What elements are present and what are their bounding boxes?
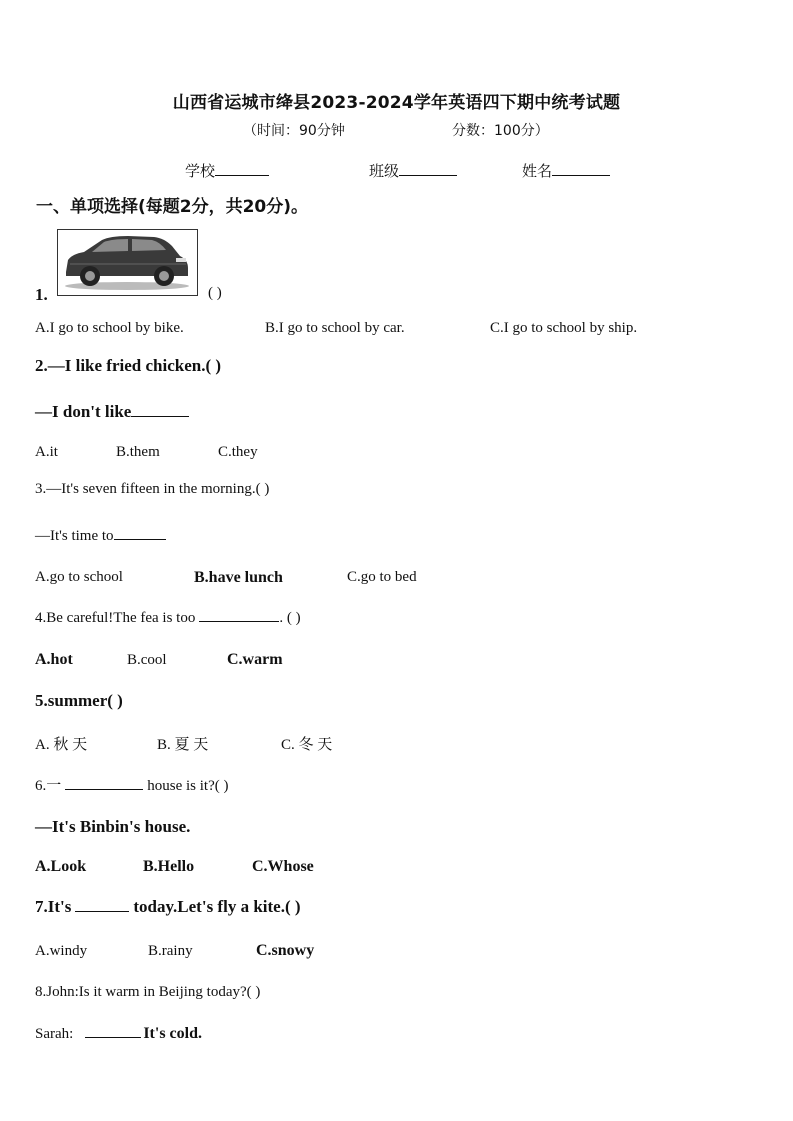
section-title: 一、单项选择(每题2分，共20分)。 [36,197,309,217]
q2-blank [131,415,189,417]
q3-reply [35,528,166,545]
q1-option-a: A.I go to school by bike. [35,320,184,336]
q6-reply: —It's Binbin's house. [35,817,191,836]
q6-stem-a: 6.一 [35,778,62,794]
class-field [369,160,457,181]
class-label: 班级 [369,162,400,180]
q3-option-c: C.go to bed [347,569,417,585]
q4-option-a: A.hot [35,651,73,668]
q5-option-c: C. 冬 天 [281,737,333,753]
school-label: 学校 [185,162,216,180]
q7-stem [35,897,301,917]
name-blank [552,174,610,176]
page-title: 山西省运城市绛县2023-2024学年英语四下期中统考试题 [172,93,621,113]
q7-option-c: C.snowy [256,942,315,959]
q6-option-c: C.Whose [252,858,314,875]
car-icon [57,229,198,296]
q6-option-b: B.Hello [143,858,195,875]
school-field [185,160,269,181]
q7-stem-a: 7.It's [35,897,72,916]
q4-option-c: C.warm [227,651,283,668]
q8-reply-speaker: Sarah: [35,1026,74,1042]
q5-stem: 5.summer( ) [35,691,123,710]
q7-stem-b: today.Let's fly a kite.( ) [133,897,301,916]
q6-stem [35,774,229,795]
q4-stem-text: 4.Be careful!The fea is too [35,610,196,626]
q2-option-b: B.them [116,444,160,460]
q1-paren: ( ) [208,285,222,301]
q4-option-b: B.cool [127,652,167,668]
q3-blank [114,538,166,540]
name-label: 姓名 [522,162,553,180]
q4-paren: . ( ) [279,610,301,626]
name-field [522,160,610,181]
q2-option-a: A.it [35,444,58,460]
q5-option-b: B. 夏 天 [157,737,209,753]
exam-time: （时间：90分钟 [243,123,345,139]
car-icon-svg [58,230,196,294]
q7-option-a: A.windy [35,943,88,959]
q3-option-b: B.have lunch [194,569,283,586]
q8-blank [85,1036,141,1038]
q2-option-c: C.they [218,444,258,460]
q6-stem-b: house is it?( ) [147,778,229,794]
q6-option-a: A.Look [35,858,87,875]
q4-blank [199,620,279,622]
q2-reply-text: —I don't like [35,402,132,421]
q5-option-a: A. 秋 天 [35,737,88,753]
q1-number: 1. [35,285,48,304]
class-blank [399,174,457,176]
q6-blank [65,788,143,790]
q8-reply [35,1025,202,1043]
q3-option-a: A.go to school [35,569,123,585]
q8-reply-text: It's cold. [143,1025,202,1042]
q3-stem: 3.—It's seven fifteen in the morning.( ) [35,481,270,497]
q4-stem [35,610,301,627]
school-blank [215,174,269,176]
q2-reply [35,402,189,422]
q1-option-b: B.I go to school by car. [265,320,405,336]
q7-blank [75,910,129,912]
q2-stem: 2.—I like fried chicken.( ) [35,356,222,375]
q1-option-c: C.I go to school by ship. [490,320,638,336]
q7-option-b: B.rainy [148,943,193,959]
q8-stem: 8.John:Is it warm in Beijing today?( ) [35,984,261,1000]
q3-reply-text: —It's time to [35,528,114,544]
exam-score: 分数：100分） [452,123,549,139]
